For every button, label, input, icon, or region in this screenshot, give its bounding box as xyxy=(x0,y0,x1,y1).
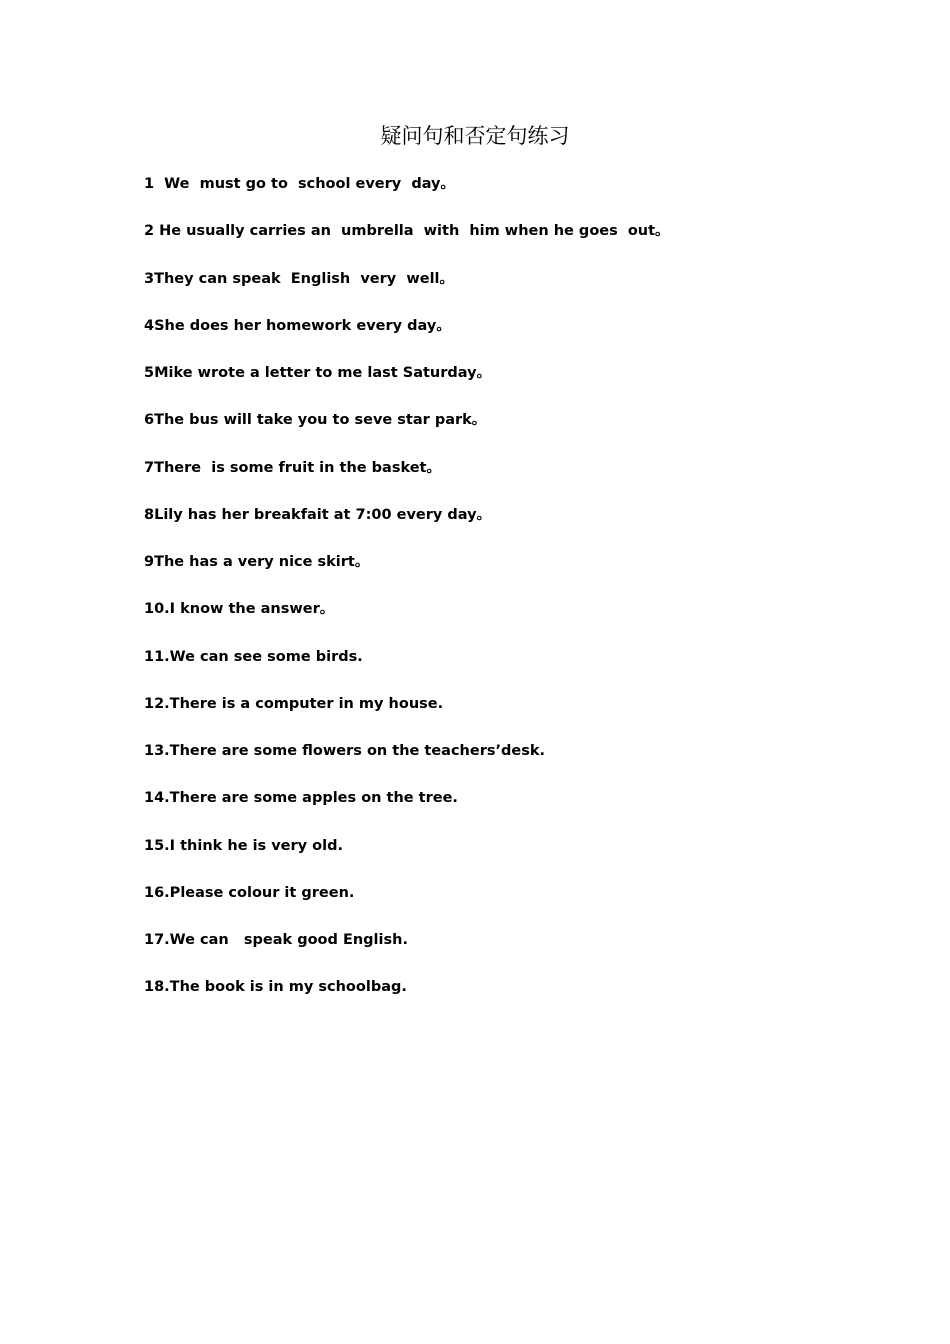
exercise-item-2: 2 He usually carries an umbrella with him when he goes out。 xyxy=(144,223,670,240)
exercise-item-5: 5Mike wrote a letter to me last Saturday。 xyxy=(144,365,492,381)
exercise-item-4: 4She does her homework every day。 xyxy=(144,317,451,334)
exercise-list xyxy=(144,171,884,1022)
exercise-item-10: 10.I know the answer。 xyxy=(144,601,335,618)
exercise-item-6: 6The bus will take you to seve star park。 xyxy=(144,412,487,429)
exercise-item-11: 11.We can see some birds. xyxy=(144,648,363,665)
exercise-item-18: 18.The book is in my schoolbag. xyxy=(144,979,407,996)
exercise-item-3: 3They can speak English very well。 xyxy=(144,270,455,287)
exercise-item-15: 15.I think he is very old. xyxy=(144,837,343,854)
page-title: 疑问句和否定句练习 xyxy=(380,124,570,148)
exercise-item-13: 13.There are some flowers on the teachers’desk. xyxy=(144,743,545,759)
exercise-item-1: 1 We must go to school every day。 xyxy=(144,176,455,192)
exercise-item-7: 7There is some fruit in the basket。 xyxy=(144,459,441,476)
exercise-item-9: 9The has a very nice skirt。 xyxy=(144,554,370,570)
exercise-item-14: 14.There are some apples on the tree. xyxy=(144,790,458,807)
exercise-item-8: 8Lily has her breakfait at 7:00 every day。 xyxy=(144,506,492,523)
exercise-item-16: 16.Please colour it green. xyxy=(144,884,355,901)
exercise-item-12: 12.There is a computer in my house. xyxy=(144,695,444,712)
exercise-item-17: 17.We can speak good English. xyxy=(144,932,408,948)
